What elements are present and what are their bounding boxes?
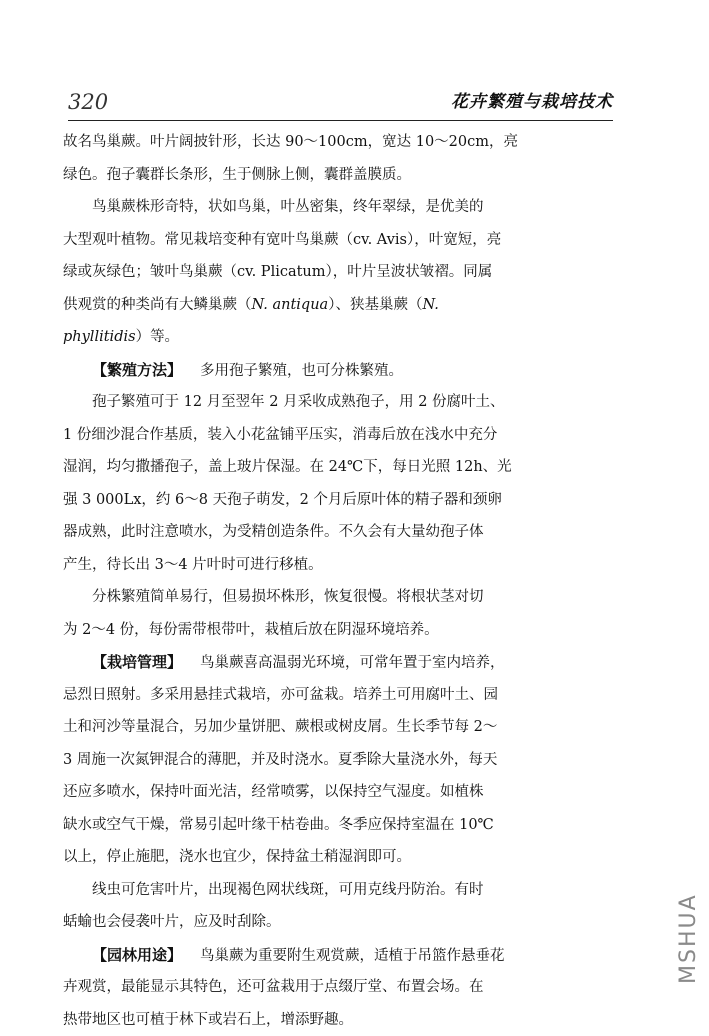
text-line: 土和河沙等量混合，另加少量饼肥、蕨根或树皮屑。生长季节每 2～ [63, 711, 611, 744]
section-heading: 【繁殖方法】 [92, 361, 182, 379]
text-line: 强 3 000Lx，约 6～8 天孢子萌发，2 个月后原叶体的精子器和颈卵 [63, 484, 611, 517]
text-line: 为 2～4 份，每份需带根带叶，栽植后放在阴湿环境培养。 [63, 614, 611, 647]
text-run: 等。 [150, 329, 179, 345]
text-run: 鸟巢蕨为重要附生观赏蕨，适植于吊篮作悬垂花 [200, 948, 505, 964]
latin-name: phyllitidis [63, 329, 136, 345]
watermark: MSHUA [676, 884, 702, 994]
text-line: 热带地区也可植于林下或岩石上，增添野趣。 [63, 1004, 611, 1036]
text-line: 分株繁殖简单易行，但易损坏株形，恢复很慢。将根状茎对切 [63, 581, 611, 614]
text-line: 孢子繁殖可于 12 月至翌年 2 月采收成熟孢子，用 2 份腐叶土、 [63, 386, 611, 419]
text-line: 还应多喷水，保持叶面光洁，经常喷雾，以保持空气湿度。如植株 [63, 776, 611, 809]
text-line: 绿色。孢子囊群长条形，生于侧脉上侧，囊群盖膜质。 [63, 159, 611, 192]
text-line: 蛞蝓也会侵袭叶片，应及时刮除。 [63, 906, 611, 939]
text-line: 湿润，均匀撒播孢子，盖上玻片保湿。在 24℃下，每日光照 12h、光 [63, 451, 611, 484]
text-line: 卉观赏，最能显示其特色，还可盆栽用于点缀厅堂、布置会场。在 [63, 971, 611, 1004]
running-head: 花卉繁殖与栽培技术 [451, 88, 613, 116]
text-line: 产生，待长出 3～4 片叶时可进行移植。 [63, 549, 611, 582]
page-header [68, 88, 613, 116]
page-body [63, 126, 611, 1036]
text-line: 线虫可危害叶片，出现褐色网状线斑，可用克线丹防治。有时 [63, 874, 611, 907]
text-line: 鸟巢蕨株形奇特，状如鸟巢，叶丛密集，终年翠绿，是优美的 [63, 191, 611, 224]
text-line: 3 周施一次氮钾混合的薄肥，并及时浇水。夏季除大量浇水外，每天 [63, 744, 611, 777]
text-line: 1 份细沙混合作基质，装入小花盆铺平压实，消毒后放在浅水中充分 [63, 419, 611, 452]
text-line [63, 289, 611, 322]
text-line [63, 354, 611, 387]
text-run: 多用孢子繁殖，也可分株繁殖。 [200, 363, 403, 379]
latin-name: N. [422, 297, 438, 313]
text-line: 忌烈日照射。多采用悬挂式栽培，亦可盆栽。培养土可用腐叶土、园 [63, 679, 611, 712]
text-run: 供观赏的种类尚有大鳞巢蕨（ [63, 297, 252, 313]
text-run: 鸟巢蕨喜高温弱光环境，可常年置于室内培养， [200, 655, 505, 671]
page-number: 320 [68, 88, 108, 116]
text-line: 绿或灰绿色；皱叶鸟巢蕨（cv. Plicatum），叶片呈波状皱褶。同属 [63, 256, 611, 289]
text-run: ）、狭基巢蕨（ [328, 297, 422, 313]
section-heading: 【园林用途】 [92, 946, 182, 964]
text-line: 器成熟，此时注意喷水，为受精创造条件。不久会有大量幼孢子体 [63, 516, 611, 549]
text-line [63, 321, 611, 354]
text-line [63, 939, 611, 972]
text-line: 缺水或空气干燥，常易引起叶缘干枯卷曲。冬季应保持室温在 10℃ [63, 809, 611, 842]
text-line [63, 646, 611, 679]
latin-name: N. antiqua [252, 297, 329, 313]
header-rule [68, 120, 613, 121]
text-line: 大型观叶植物。常见栽培变种有宽叶鸟巢蕨（cv. Avis），叶宽短，亮 [63, 224, 611, 257]
text-line: 故名鸟巢蕨。叶片阔披针形，长达 90～100cm，宽达 10～20cm，亮 [63, 126, 611, 159]
text-run: ） [136, 329, 151, 345]
section-heading: 【栽培管理】 [92, 653, 182, 671]
text-line: 以上，停止施肥，浇水也宜少，保持盆土稍湿润即可。 [63, 841, 611, 874]
